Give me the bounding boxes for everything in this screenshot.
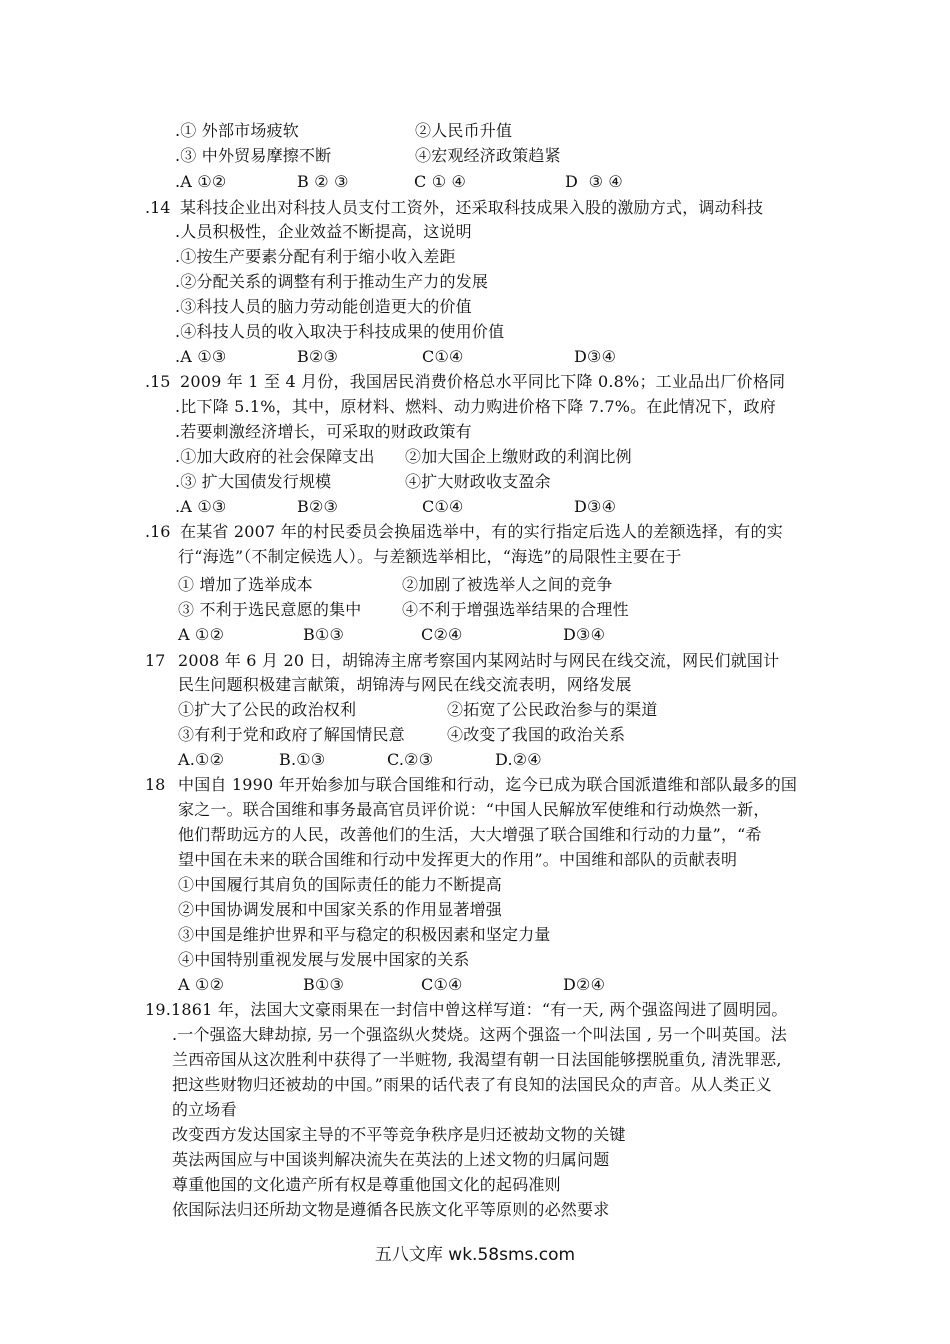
q13-choice-c: C ① ④ — [414, 172, 467, 191]
q15-stem-line-1: 2009 年 1 至 4 月份，我国居民消费价格总水平同比下降 0.8%；工业品出厂价格同 — [180, 372, 786, 391]
q19-stem-line-4: 把这些财物归还被劫的中国。”雨果的话代表了有良知的法国民众的声音。从人类正义 — [172, 1075, 772, 1094]
q18-choice-a: A ①② — [178, 975, 225, 994]
q18-option-4: ④中国特别重视发展与发展中国家的关系 — [178, 950, 470, 969]
q18-stem-line-1: 中国自 1990 年开始参加与联合国维和行动，迄今已成为联合国派遣维和部队最多的国 — [178, 775, 798, 794]
q14-stem-line-2: .人员积极性，企业效益不断提高，这说明 — [175, 222, 472, 241]
q13-choice-a: .A ①② — [175, 172, 227, 191]
q15-option-2: ②加大国企上缴财政的利润比例 — [405, 447, 632, 466]
q16-option-2: ②加剧了被选举人之间的竞争 — [402, 575, 613, 594]
q16-option-1: ① 增加了选举成本 — [178, 575, 313, 594]
q18-stem-line-3: 他们帮助远方的人民，改善他们的生活，大大增强了联合国维和行动的力量”，“希 — [178, 825, 762, 844]
q14-number: .14 — [145, 198, 171, 217]
q15-stem-line-3: .若要刺激经济增长，可采取的财政政策有 — [175, 422, 472, 441]
q19-option-1: 改变西方发达国家主导的不平等竞争秩序是归还被劫文物的关键 — [172, 1125, 626, 1144]
q17-option-2: ②拓宽了公民政治参与的渠道 — [447, 700, 658, 719]
q14-option-2: .②分配关系的调整有利于推动生产力的发展 — [175, 272, 489, 291]
q16-number: .16 — [145, 522, 171, 541]
q17-choice-c: C.②③ — [387, 750, 434, 769]
q18-option-2: ②中国协调发展和中国家关系的作用显著增强 — [178, 900, 503, 919]
q15-stem-line-2: .比下降 5.1%，其中，原材料、燃料、动力购进价格下降 7.7%。在此情况下，政府 — [175, 397, 776, 416]
q17-choice-b: B.①③ — [279, 750, 326, 769]
q14-option-3: .③科技人员的脑力劳动能创造更大的价值 — [175, 297, 472, 316]
q13-option-3: .③ 中外贸易摩擦不断 — [175, 146, 332, 165]
q19-stem-line-3: 兰西帝国从这次胜利中获得了一半赃物, 我渴望有朝一日法国能够摆脱重负, 清洗罪恶, — [172, 1050, 782, 1069]
q15-option-4: ④扩大财政收支盈余 — [405, 472, 551, 491]
q19-stem-line-5: 的立场看 — [172, 1100, 237, 1119]
q19-option-2: 英法两国应与中国谈判解决流失在英法的上述文物的归属问题 — [172, 1150, 610, 1169]
q17-stem-line-1: 2008 年 6 月 20 日，胡锦涛主席考察国内某网站时与网民在线交流，网民们就国计 — [178, 651, 780, 670]
q18-option-3: ③中国是维护世界和平与稳定的积极因素和坚定力量 — [178, 925, 551, 944]
q18-stem-line-2: 家之一。联合国维和事务最高官员评价说：“中国人民解放军使维和行动焕然一新， — [178, 800, 770, 819]
q16-option-4: ④不利于增强选举结果的合理性 — [402, 600, 629, 619]
q19-stem-line-2: .一个强盗大肆劫掠, 另一个强盗纵火焚烧。这两个强盗一个叫法国 , 另一个叫英国。法 — [172, 1025, 787, 1044]
q16-choice-c: C②④ — [421, 625, 463, 644]
q13-option-2: ②人民币升值 — [415, 121, 513, 140]
q17-choice-a: A.①② — [178, 750, 225, 769]
q13-option-4: ④宏观经济政策趋紧 — [415, 146, 561, 165]
q17-option-1: ①扩大了公民的政治权利 — [178, 700, 357, 719]
q16-stem-line-1: 在某省 2007 年的村民委员会换届选举中，有的实行指定后选人的差额选择，有的实 — [180, 522, 783, 541]
q18-choice-c: C①④ — [421, 975, 463, 994]
q15-choice-a: .A ①③ — [175, 497, 227, 516]
q17-number: 17 — [145, 651, 166, 670]
q13-choice-d: D ③ ④ — [565, 172, 623, 191]
q14-choice-b: B②③ — [297, 347, 339, 366]
q14-option-1: .①按生产要素分配有利于缩小收入差距 — [175, 247, 456, 266]
q18-number: 18 — [145, 775, 166, 794]
footer-watermark: 五八文库 wk.58sms.com — [374, 1245, 576, 1265]
q13-choice-b: B ② ③ — [297, 172, 349, 191]
q15-number: .15 — [145, 372, 171, 391]
q17-stem-line-2: 民生问题积极建言献策，胡锦涛与网民在线交流表明，网络发展 — [178, 675, 632, 694]
q14-stem-line-1: 某科技企业出对科技人员支付工资外，还采取科技成果入股的激励方式，调动科技 — [180, 198, 764, 217]
q19-option-4: 依国际法归还所劫文物是遵循各民族文化平等原则的必然要求 — [172, 1200, 610, 1219]
q16-stem-line-2: 行“海选”（不制定候选人）。与差额选举相比，“海选”的局限性主要在于 — [178, 547, 682, 566]
q16-option-3: ③ 不利于选民意愿的集中 — [178, 600, 362, 619]
q16-choice-a: A ①② — [178, 625, 225, 644]
q17-option-3: ③有利于党和政府了解国情民意 — [178, 725, 405, 744]
q18-stem-line-4: 望中国在未来的联合国维和行动中发挥更大的作用”。中国维和部队的贡献表明 — [178, 850, 738, 869]
q17-choice-d: D.②④ — [495, 750, 542, 769]
q18-choice-d: D②④ — [563, 975, 606, 994]
q14-option-4: .④科技人员的收入取决于科技成果的使用价值 — [175, 322, 505, 341]
q18-choice-b: B①③ — [303, 975, 345, 994]
q15-choice-c: C①④ — [422, 497, 464, 516]
q15-choice-d: D③④ — [574, 497, 617, 516]
q15-option-1: .①加大政府的社会保障支出 — [175, 447, 375, 466]
q19-option-3: 尊重他国的文化遗产所有权是尊重他国文化的起码准则 — [172, 1175, 561, 1194]
q15-choice-b: B②③ — [297, 497, 339, 516]
q13-option-1: .① 外部市场疲软 — [175, 121, 299, 140]
q14-choice-c: C①④ — [422, 347, 464, 366]
q18-option-1: ①中国履行其肩负的国际责任的能力不断提高 — [178, 875, 503, 894]
q14-choice-a: .A ①③ — [175, 347, 227, 366]
q17-option-4: ④改变了我国的政治关系 — [447, 725, 626, 744]
q16-choice-b: B①③ — [303, 625, 345, 644]
q19-stem-line-1: 19.1861 年，法国大文豪雨果在一封信中曾这样写道：“有一天, 两个强盗闯进了圆明园。 — [145, 1000, 788, 1019]
q14-choice-d: D③④ — [574, 347, 617, 366]
q15-option-3: .③ 扩大国债发行规模 — [175, 472, 332, 491]
q16-choice-d: D③④ — [563, 625, 606, 644]
